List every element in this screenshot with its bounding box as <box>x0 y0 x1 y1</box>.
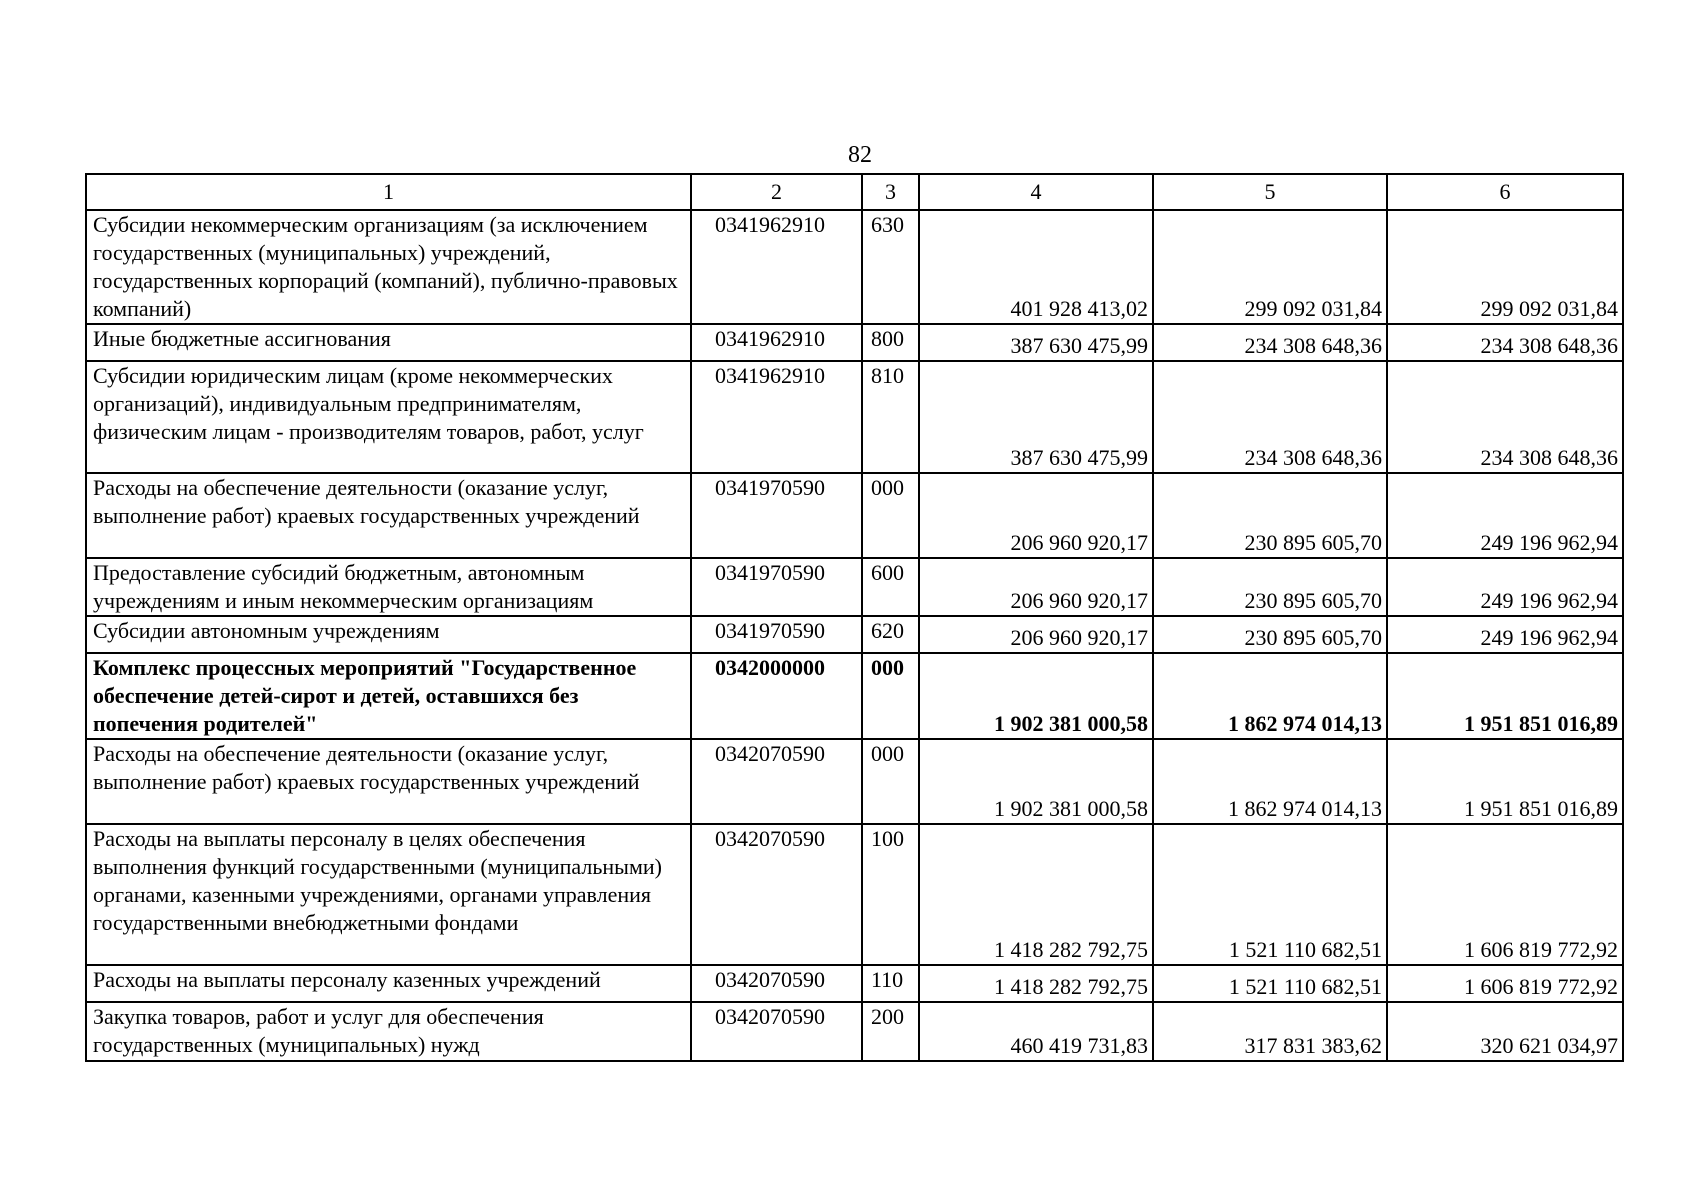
table-row <box>86 616 1623 653</box>
amount-col6: 249 196 962,94 <box>1387 558 1623 616</box>
item-name: Расходы на обеспечение деятельности (оказание услуг, выполнение работ) краевых государственных учреждений <box>86 739 691 824</box>
item-name: Расходы на выплаты персоналу казенных учреждений <box>86 965 691 1002</box>
amount-col4: 1 418 282 792,75 <box>919 824 1153 965</box>
amount-col6: 1 606 819 772,92 <box>1387 965 1623 1002</box>
table-row <box>86 558 1623 616</box>
expense-type-code: 110 <box>862 965 919 1002</box>
column-header: 2 <box>691 174 862 210</box>
item-name: Субсидии юридическим лицам (кроме некоммерческих организаций), индивидуальным предпринимателям, физическим лицам - производителям товаров, работ, услуг <box>86 361 691 473</box>
item-name: Субсидии некоммерческим организациям (за исключением государственных (муниципальных) учреждений, государственных корпораций (компаний), публично-правовых компаний) <box>86 210 691 324</box>
amount-col6: 1 951 851 016,89 <box>1387 739 1623 824</box>
column-header: 5 <box>1153 174 1387 210</box>
amount-col6: 299 092 031,84 <box>1387 210 1623 324</box>
target-code: 0341970590 <box>691 473 862 558</box>
item-name: Расходы на выплаты персоналу в целях обеспечения выполнения функций государственными (муниципальными) органами, казенными учреждениями, органами управления государственными внебюджетными фондами <box>86 824 691 965</box>
amount-col5: 317 831 383,62 <box>1153 1002 1387 1061</box>
amount-col4: 387 630 475,99 <box>919 361 1153 473</box>
item-name: Иные бюджетные ассигнования <box>86 324 691 361</box>
amount-col5: 1 862 974 014,13 <box>1153 653 1387 739</box>
amount-col5: 234 308 648,36 <box>1153 361 1387 473</box>
column-header: 1 <box>86 174 691 210</box>
item-name: Субсидии автономным учреждениям <box>86 616 691 653</box>
amount-col4: 206 960 920,17 <box>919 558 1153 616</box>
amount-col5: 230 895 605,70 <box>1153 616 1387 653</box>
target-code: 0341962910 <box>691 324 862 361</box>
amount-col5: 1 521 110 682,51 <box>1153 965 1387 1002</box>
amount-col5: 234 308 648,36 <box>1153 324 1387 361</box>
expense-type-code: 000 <box>862 653 919 739</box>
amount-col4: 401 928 413,02 <box>919 210 1153 324</box>
amount-col5: 230 895 605,70 <box>1153 558 1387 616</box>
table-row <box>86 324 1623 361</box>
amount-col6: 249 196 962,94 <box>1387 616 1623 653</box>
column-header: 4 <box>919 174 1153 210</box>
target-code: 0342000000 <box>691 653 862 739</box>
amount-col4: 1 418 282 792,75 <box>919 965 1153 1002</box>
amount-col5: 1 862 974 014,13 <box>1153 739 1387 824</box>
table-row <box>86 739 1623 824</box>
expense-type-code: 000 <box>862 473 919 558</box>
table-row-section-total <box>86 653 1623 739</box>
target-code: 0342070590 <box>691 1002 862 1061</box>
amount-col5: 230 895 605,70 <box>1153 473 1387 558</box>
table-row <box>86 361 1623 473</box>
column-header: 6 <box>1387 174 1623 210</box>
target-code: 0342070590 <box>691 965 862 1002</box>
table-row <box>86 210 1623 324</box>
expense-type-code: 200 <box>862 1002 919 1061</box>
amount-col4: 387 630 475,99 <box>919 324 1153 361</box>
amount-col6: 249 196 962,94 <box>1387 473 1623 558</box>
target-code: 0341962910 <box>691 361 862 473</box>
item-name: Комплекс процессных мероприятий "Государственное обеспечение детей-сирот и детей, оставшихся без попечения родителей" <box>86 653 691 739</box>
expense-type-code: 810 <box>862 361 919 473</box>
amount-col4: 460 419 731,83 <box>919 1002 1153 1061</box>
amount-col6: 234 308 648,36 <box>1387 361 1623 473</box>
amount-col5: 299 092 031,84 <box>1153 210 1387 324</box>
target-code: 0342070590 <box>691 739 862 824</box>
expense-type-code: 600 <box>862 558 919 616</box>
column-header: 3 <box>862 174 919 210</box>
item-name: Предоставление субсидий бюджетным, автономным учреждениям и иным некоммерческим организациям <box>86 558 691 616</box>
amount-col4: 1 902 381 000,58 <box>919 739 1153 824</box>
amount-col5: 1 521 110 682,51 <box>1153 824 1387 965</box>
expense-type-code: 620 <box>862 616 919 653</box>
page-number: 82 <box>848 142 872 168</box>
amount-col6: 1 606 819 772,92 <box>1387 824 1623 965</box>
amount-col6: 1 951 851 016,89 <box>1387 653 1623 739</box>
table-row <box>86 824 1623 965</box>
amount-col6: 320 621 034,97 <box>1387 1002 1623 1061</box>
item-name: Расходы на обеспечение деятельности (оказание услуг, выполнение работ) краевых государственных учреждений <box>86 473 691 558</box>
expense-type-code: 000 <box>862 739 919 824</box>
table-header-row <box>86 174 1623 210</box>
amount-col4: 206 960 920,17 <box>919 616 1153 653</box>
target-code: 0341970590 <box>691 558 862 616</box>
table-row <box>86 473 1623 558</box>
target-code: 0341962910 <box>691 210 862 324</box>
table-row <box>86 1002 1623 1061</box>
expense-type-code: 630 <box>862 210 919 324</box>
budget-table <box>85 173 1624 1062</box>
amount-col6: 234 308 648,36 <box>1387 324 1623 361</box>
expense-type-code: 800 <box>862 324 919 361</box>
amount-col4: 206 960 920,17 <box>919 473 1153 558</box>
item-name: Закупка товаров, работ и услуг для обеспечения государственных (муниципальных) нужд <box>86 1002 691 1061</box>
expense-type-code: 100 <box>862 824 919 965</box>
amount-col4: 1 902 381 000,58 <box>919 653 1153 739</box>
target-code: 0341970590 <box>691 616 862 653</box>
table-row <box>86 965 1623 1002</box>
target-code: 0342070590 <box>691 824 862 965</box>
